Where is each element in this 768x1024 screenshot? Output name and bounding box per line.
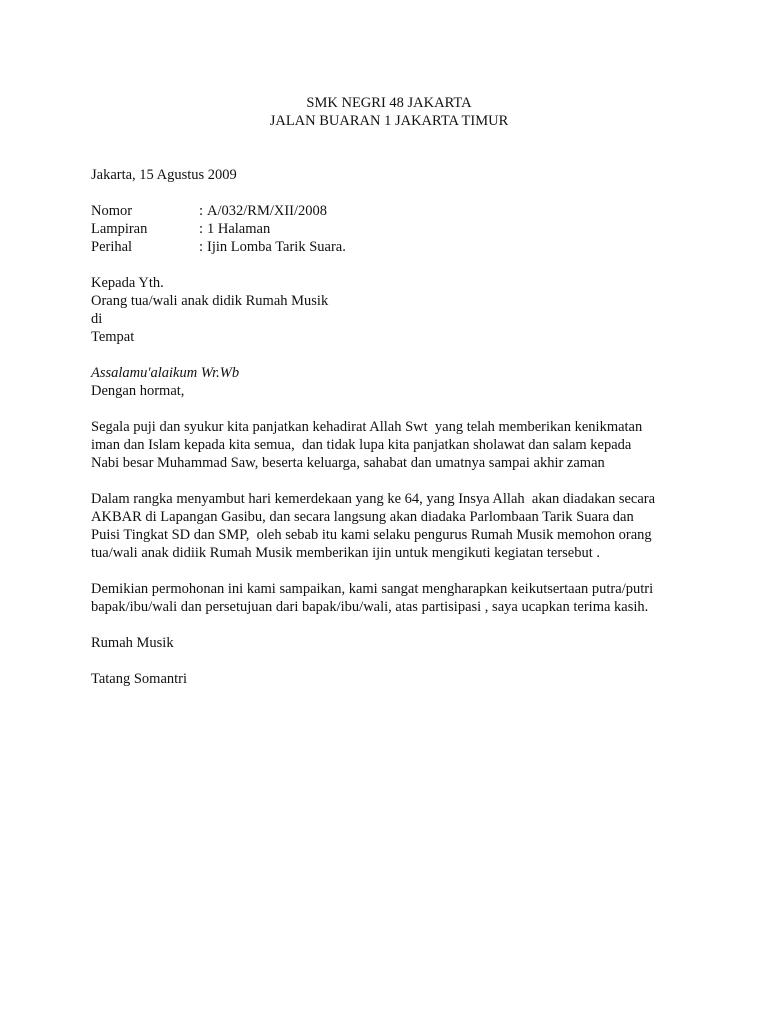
meta-row-perihal (91, 238, 691, 256)
paragraph-line: AKBAR di Lapangan Gasibu, dan secara langsung akan diadaka Parlombaan Tarik Suara dan (91, 509, 634, 525)
meta-row-lampiran (91, 220, 691, 238)
paragraph-line: bapak/ibu/wali dan persetujuan dari bapak/ibu/wali, atas partisipasi , saya ucapkan terima kasih. (91, 599, 649, 615)
closing-org: Rumah Musik (91, 635, 174, 651)
meta-colon: : (199, 239, 204, 255)
meta-colon: : (199, 221, 204, 237)
recipient-line: Tempat (91, 329, 135, 345)
meta-value: Ijin Lomba Tarik Suara. (207, 239, 346, 255)
greeting-block (91, 364, 691, 400)
paragraph-line: Dalam rangka menyambut hari kemerdekaan yang ke 64, yang Insya Allah akan diadakan secara (91, 491, 656, 507)
paragraph-line: iman dan Islam kepada kita semua, dan tidak lupa kita panjatkan sholawat dan salam kepada (91, 437, 632, 453)
paragraph-line: Puisi Tingkat SD dan SMP, oleh sebab itu kami selaku pengurus Rumah Musik memohon orang (91, 527, 652, 543)
paragraph-line: Nabi besar Muhammad Saw, beserta keluarga, sahabat dan umatnya sampai akhir zaman (91, 455, 605, 471)
meta-label: Lampiran (91, 221, 148, 237)
meta-label: Nomor (91, 203, 133, 219)
salam-greeting: Assalamu'alaikum Wr.Wb (91, 365, 240, 381)
letter-header (0, 94, 768, 130)
hormat-greeting: Dengan hormat, (91, 383, 185, 399)
meta-label: Perihal (91, 239, 133, 255)
letter-body (91, 166, 691, 688)
paragraph-line: Demikian permohonan ini kami sampaikan, kami sangat mengharapkan keikutsertaan putra/putri (91, 581, 654, 597)
meta-value: 1 Halaman (207, 221, 271, 237)
paragraph-line: tua/wali anak didiik Rumah Musik memberikan ijin untuk mengikuti kegiatan tersebut . (91, 545, 601, 561)
recipient-line: Orang tua/wali anak didik Rumah Musik (91, 293, 329, 309)
paragraph-1 (91, 418, 691, 472)
recipient-block (91, 274, 691, 346)
recipient-line: di (91, 311, 103, 327)
meta-colon: : (199, 203, 204, 219)
meta-row-nomor (91, 202, 691, 220)
meta-value: A/032/RM/XII/2008 (207, 203, 328, 219)
letter-meta (91, 202, 691, 256)
paragraph-2 (91, 490, 691, 562)
letter-date: Jakarta, 15 Agustus 2009 (91, 167, 237, 183)
recipient-line: Kepada Yth. (91, 275, 164, 291)
signer-name: Tatang Somantri (91, 671, 188, 687)
paragraph-3 (91, 580, 691, 616)
paragraph-line: Segala puji dan syukur kita panjatkan kehadirat Allah Swt yang telah memberikan kenikmatan (91, 419, 643, 435)
school-address: JALAN BUARAN 1 JAKARTA TIMUR (269, 113, 509, 129)
school-name: SMK NEGRI 48 JAKARTA (306, 95, 472, 111)
